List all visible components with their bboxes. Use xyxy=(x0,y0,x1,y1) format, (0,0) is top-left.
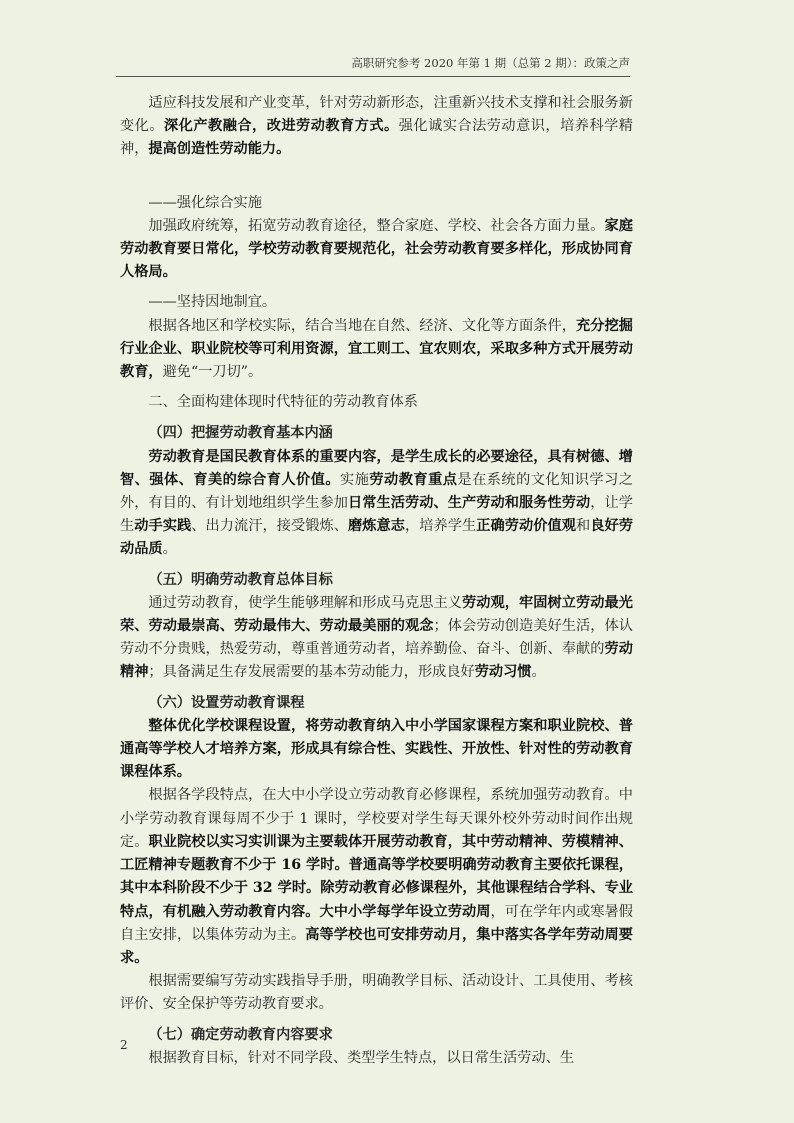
body-text: 强化诚实合法劳动意识，培养科学精神， xyxy=(120,118,633,158)
paragraph-7: 根据教育目标，针对不同学段、类型学生特点，以日常生活劳动、生 xyxy=(148,1049,575,1066)
paragraph-6c: 根据需要编写劳动实践指导手册，明确教学目标、活动设计、工具使用、考核评价、安全保护等劳动教育要求。 xyxy=(120,973,633,1013)
emphasis-text: 充分挖掘行业企业、职业院校等可利用资源，宜工则工、宜农则农，采取多种方式开展劳动教育， xyxy=(120,317,633,381)
body-text: ，可在学年内或寒暑假自主安排，以集体劳动为主。 xyxy=(120,903,633,943)
emphasis-text: 整体优化学校课程设置，将劳动教育纳入中小学国家课程方案和职业院校、普通高等学校人才培养方案，形成具有综合性、实践性、开放性、针对性的劳动教育课程体系。 xyxy=(120,717,633,781)
emphasis-text: 高等学校也可安排劳动月，集中落实各学年劳动周要求。 xyxy=(120,926,633,966)
body-text: 适应科技发展和产业变革，针对劳动新形态，注重新兴技术支撑和社会服务新变化。 xyxy=(120,95,633,135)
subheading-zonghe: ——强化综合实施 xyxy=(148,194,262,211)
body-text: 避免“一刀切”。 xyxy=(162,364,263,381)
body-text: ；体会劳动创造美好生活，体认劳动不分贵贱，热爱劳动，尊重普通劳动者，培养勤俭、奋斗、创新、奉献的 xyxy=(120,618,633,658)
running-header: 高职研究参考 2020 年第 1 期（总第 2 期）：政策之声 xyxy=(116,55,630,77)
paragraph-keji xyxy=(120,92,633,162)
body-text: 是在系统的文化知识学习之外，有目的、有计划地组织学生参加 xyxy=(120,471,633,512)
body-text: ；具备满足生存发展需要的基本劳动能力，形成良好 xyxy=(148,664,475,681)
body-text: 和 xyxy=(575,518,591,535)
document-body xyxy=(120,92,633,1070)
emphasis-text: 良好劳动品质 xyxy=(120,518,633,558)
body-text: 、出力流汗，接受锻炼、 xyxy=(191,518,348,535)
emphasis-text: 家庭劳动教育要日常化，学校劳动教育要规范化，社会劳动教育要多样化，形成协同育人格局。 xyxy=(120,217,633,281)
heading-4: （四）把握劳动教育基本内涵 xyxy=(148,425,333,442)
emphasis-text: 磨炼意志 xyxy=(347,518,405,535)
emphasis-text: 职业院校以实习实训课为主要载体开展劳动教育，其中劳动精神、劳模精神、工匠精神专题教育不少于 16 学时。普通高等学校要明确劳动教育主要依托课程，其中本科阶段不少于 32 学时。除劳动教育必修课程外，其他课程结合学科、专业特点，有机融入劳动教育内容。大中小学每学年设立劳动周 xyxy=(120,833,633,920)
emphasis-text: 深化产教融合，改进劳动教育方式。 xyxy=(164,118,399,135)
emphasis-text: 劳动教育是国民教育体系的重要内容，是学生成长的必要途径，具有树德、增智、强体、育美的综合育人价值。 xyxy=(120,448,633,488)
emphasis-text: 劳动观，牢固树立劳动最光荣、劳动最崇高、劳动最伟大、劳动最美丽的观念 xyxy=(120,594,633,635)
heading-5: （五）明确劳动教育总体目标 xyxy=(148,571,333,588)
emphasis-text: 日常生活劳动、生产劳动和服务性劳动 xyxy=(348,495,591,512)
body-text: 通过劳动教育，使学生能够理解和形成马克思主义 xyxy=(148,594,462,611)
body-text: 加强政府统筹，拓宽劳动教育途径，整合家庭、学校、社会各方面力量。 xyxy=(148,217,605,234)
page-number: 2 xyxy=(120,1038,128,1052)
section-heading-2: 二、全面构建体现时代特征的劳动教育体系 xyxy=(148,394,418,411)
paragraph-6b xyxy=(120,784,633,970)
emphasis-text: 正确劳动价值观 xyxy=(476,518,576,535)
paragraph-4 xyxy=(120,446,633,562)
body-text: 。 xyxy=(162,541,177,558)
body-text: 实施 xyxy=(340,471,370,488)
subheading-yindi: ——坚持因地制宜。 xyxy=(148,294,277,311)
emphasis-text: 提高创造性劳动能力。 xyxy=(148,141,291,158)
body-text: 。 xyxy=(531,664,546,681)
body-text: 根据各学段特点，在大中小学设立劳动教育必修课程，系统加强劳动教育。中小学劳动教育课每周不少于 1 课时，学校要对学生每天课外校外劳动时间作出规定。 xyxy=(120,787,633,850)
paragraph-6a xyxy=(120,715,633,785)
paragraph-yindi xyxy=(120,315,633,385)
body-text: ，让学生 xyxy=(120,495,633,535)
emphasis-text: 劳动教育重点 xyxy=(369,471,458,488)
emphasis-text: 劳动习惯 xyxy=(474,664,532,681)
heading-6: （六）设置劳动教育课程 xyxy=(148,694,305,711)
body-text: 根据各地区和学校实际，结合当地在自然、经济、文化等方面条件， xyxy=(148,317,577,334)
heading-7: （七）确定劳动教育内容要求 xyxy=(148,1026,333,1043)
paragraph-zonghe xyxy=(120,215,633,285)
body-text: ，培养学生 xyxy=(404,518,477,535)
paragraph-5 xyxy=(120,592,633,685)
emphasis-text: 劳动精神 xyxy=(120,641,633,681)
emphasis-text: 动手实践 xyxy=(134,518,192,535)
